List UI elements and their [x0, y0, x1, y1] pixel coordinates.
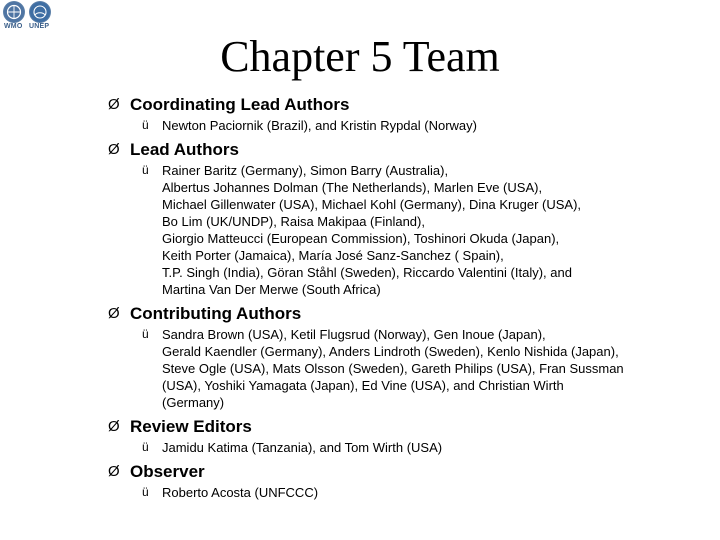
author-line: Sandra Brown (USA), Ketil Flugsrud (Norway), Gen Inoue (Japan),: [162, 327, 546, 342]
check-bullet-icon: ü: [142, 327, 149, 341]
author-line: Keith Porter (Jamaica), María José Sanz-Sanchez ( Spain),: [162, 248, 504, 263]
section-heading: Observer: [130, 462, 205, 481]
section-heading: Contributing Authors: [130, 304, 302, 323]
author-line: Michael Gillenwater (USA), Michael Kohl (Germany), Dina Kruger (USA),: [162, 197, 582, 212]
author-line: (USA), Yoshiki Yamagata (Japan), Ed Vine (USA), and Christian Wirth: [162, 378, 564, 393]
wmo-emblem-icon: [3, 1, 25, 23]
section-heading: Coordinating Lead Authors: [130, 95, 350, 114]
author-line: Martina Van Der Merwe (South Africa): [162, 282, 381, 297]
arrow-bullet-icon: Ø: [108, 305, 120, 322]
unep-emblem-icon: [29, 1, 51, 23]
team-list: [108, 94, 708, 506]
check-bullet-icon: ü: [142, 118, 149, 132]
author-line: Steve Ogle (USA), Mats Olsson (Sweden), Gareth Philips (USA), Fran Sussman: [162, 361, 624, 376]
author-line: T.P. Singh (India), Göran Ståhl (Sweden), Riccardo Valentini (Italy), and: [162, 265, 572, 280]
section-lead-authors: [108, 139, 708, 298]
arrow-bullet-icon: Ø: [108, 463, 120, 480]
arrow-bullet-icon: Ø: [108, 96, 120, 113]
author-line: Albertus Johannes Dolman (The Netherlands), Marlen Eve (USA),: [162, 180, 543, 195]
check-bullet-icon: ü: [142, 163, 149, 177]
check-bullet-icon: ü: [142, 485, 149, 499]
author-line: Jamidu Katima (Tanzania), and Tom Wirth (USA): [162, 440, 443, 455]
section-observer: [108, 461, 708, 501]
wmo-label: WMO: [4, 23, 23, 30]
author-line: Bo Lim (UK/UNDP), Raisa Makipaa (Finland),: [162, 214, 425, 229]
section-review-editors: [108, 416, 708, 456]
arrow-bullet-icon: Ø: [108, 418, 120, 435]
check-bullet-icon: ü: [142, 440, 149, 454]
arrow-bullet-icon: Ø: [108, 141, 120, 158]
author-line: (Germany): [162, 395, 225, 410]
section-coordinating-lead-authors: [108, 94, 708, 134]
author-line: Rainer Baritz (Germany), Simon Barry (Australia),: [162, 163, 449, 178]
logos: [2, 0, 54, 34]
author-line: Roberto Acosta (UNFCCC): [162, 485, 319, 500]
section-heading: Review Editors: [130, 417, 252, 436]
unep-label: UNEP: [29, 23, 50, 30]
author-line: Gerald Kaendler (Germany), Anders Lindroth (Sweden), Kenlo Nishida (Japan),: [162, 344, 619, 359]
author-line: Newton Paciornik (Brazil), and Kristin Rypdal (Norway): [162, 118, 477, 133]
page-title: Chapter 5 Team: [220, 32, 500, 81]
author-line: Giorgio Matteucci (European Commission), Toshinori Okuda (Japan),: [162, 231, 560, 246]
section-contributing-authors: [108, 303, 708, 411]
section-heading: Lead Authors: [130, 140, 239, 159]
